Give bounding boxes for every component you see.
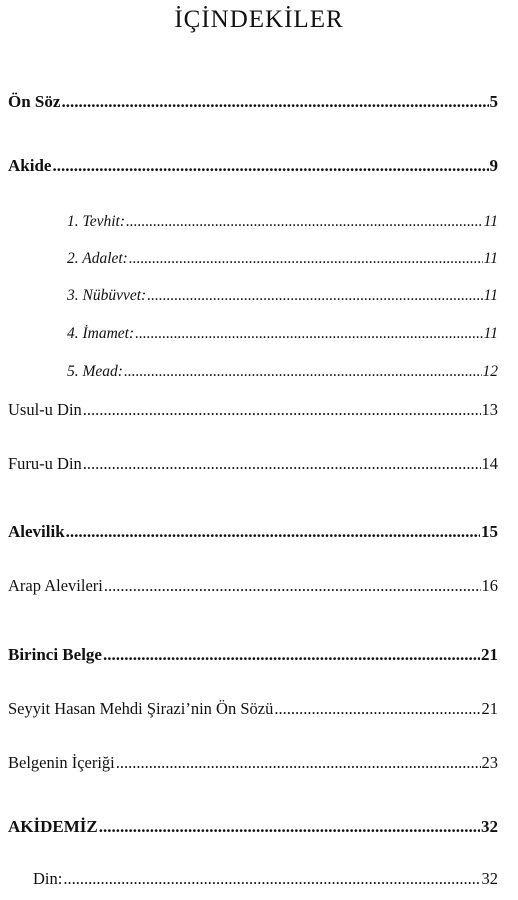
toc-entry-adalet[interactable] [67, 249, 498, 271]
dot-leader [99, 817, 480, 837]
dot-leader [83, 454, 481, 474]
toc-entry-mead[interactable] [67, 362, 498, 384]
toc-entry-page: 12 [482, 363, 498, 380]
toc-entry-label: Din: [33, 869, 63, 888]
toc-entry-label: Furu-u Din [8, 454, 82, 473]
toc-entry-page: 11 [483, 325, 498, 342]
toc-entry-label: Ön Söz [8, 92, 61, 111]
toc-entry-page: 21 [481, 699, 498, 718]
dot-leader [129, 249, 483, 269]
toc-entry-usul-u-din[interactable] [8, 400, 498, 422]
toc-entry-akidemiz[interactable] [8, 817, 498, 839]
toc-entry-label: Belgenin İçeriği [8, 753, 115, 772]
toc-entry-label: AKİDEMİZ [8, 817, 98, 836]
toc-entry-page: 21 [481, 645, 498, 664]
dot-leader [52, 156, 488, 176]
toc-entry-page: 9 [489, 156, 498, 175]
toc-entry-seyyit-hasan-on-sozu[interactable] [8, 699, 498, 721]
dot-leader [274, 699, 480, 719]
toc-entry-akide[interactable] [8, 156, 498, 178]
toc-entry-page: 13 [481, 400, 498, 419]
toc-entry-page: 14 [481, 454, 498, 473]
toc-entry-label: Arap Alevileri [8, 576, 103, 595]
toc-entry-belgenin-icerigi[interactable] [8, 753, 498, 775]
toc-entry-label: 3. Nübüvvet: [67, 287, 147, 304]
toc-entry-page: 11 [483, 250, 498, 267]
toc-entry-tevhit[interactable] [67, 212, 498, 234]
dot-leader [124, 362, 482, 382]
dot-leader [83, 400, 481, 420]
page-title: İÇİNDEKİLER [174, 6, 344, 33]
dot-leader [147, 286, 482, 306]
toc-entry-din[interactable] [33, 869, 498, 891]
toc-entry-furu-u-din[interactable] [8, 454, 498, 476]
toc-entry-birinci-belge[interactable] [8, 645, 498, 667]
toc-entry-page: 11 [483, 287, 498, 304]
toc-entry-on-soz[interactable] [8, 92, 498, 114]
toc-entry-label: Seyyit Hasan Mehdi Şirazi’nin Ön Sözü [8, 699, 274, 718]
toc-entry-alevilik[interactable] [8, 522, 498, 544]
toc-entry-page: 11 [483, 213, 498, 230]
toc-entry-page: 5 [489, 92, 498, 111]
toc-entry-label: 1. Tevhit: [67, 213, 125, 230]
toc-entry-nubuvvet[interactable] [67, 286, 498, 308]
toc-entry-page: 16 [481, 576, 498, 595]
dot-leader [104, 576, 481, 596]
toc-entry-label: 5. Mead: [67, 363, 123, 380]
toc-entry-arap-alevileri[interactable] [8, 576, 498, 598]
dot-leader [126, 212, 483, 232]
toc-entry-label: Usul-u Din [8, 400, 82, 419]
toc-entry-page: 32 [481, 817, 498, 836]
toc-entry-page: 23 [481, 753, 498, 772]
dot-leader [63, 869, 480, 889]
dot-leader [135, 324, 482, 344]
toc-entry-label: Birinci Belge [8, 645, 102, 664]
dot-leader [66, 522, 480, 542]
toc-entry-imamet[interactable] [67, 324, 498, 346]
toc-entry-label: Alevilik [8, 522, 65, 541]
toc-entry-label: 4. İmamet: [67, 325, 135, 342]
toc-entry-label: 2. Adalet: [67, 250, 128, 267]
toc-entry-page: 15 [481, 522, 498, 541]
toc-entry-label: Akide [8, 156, 52, 175]
dot-leader [61, 92, 488, 112]
dot-leader [103, 645, 480, 665]
dot-leader [116, 753, 481, 773]
toc-entry-page: 32 [481, 869, 498, 888]
